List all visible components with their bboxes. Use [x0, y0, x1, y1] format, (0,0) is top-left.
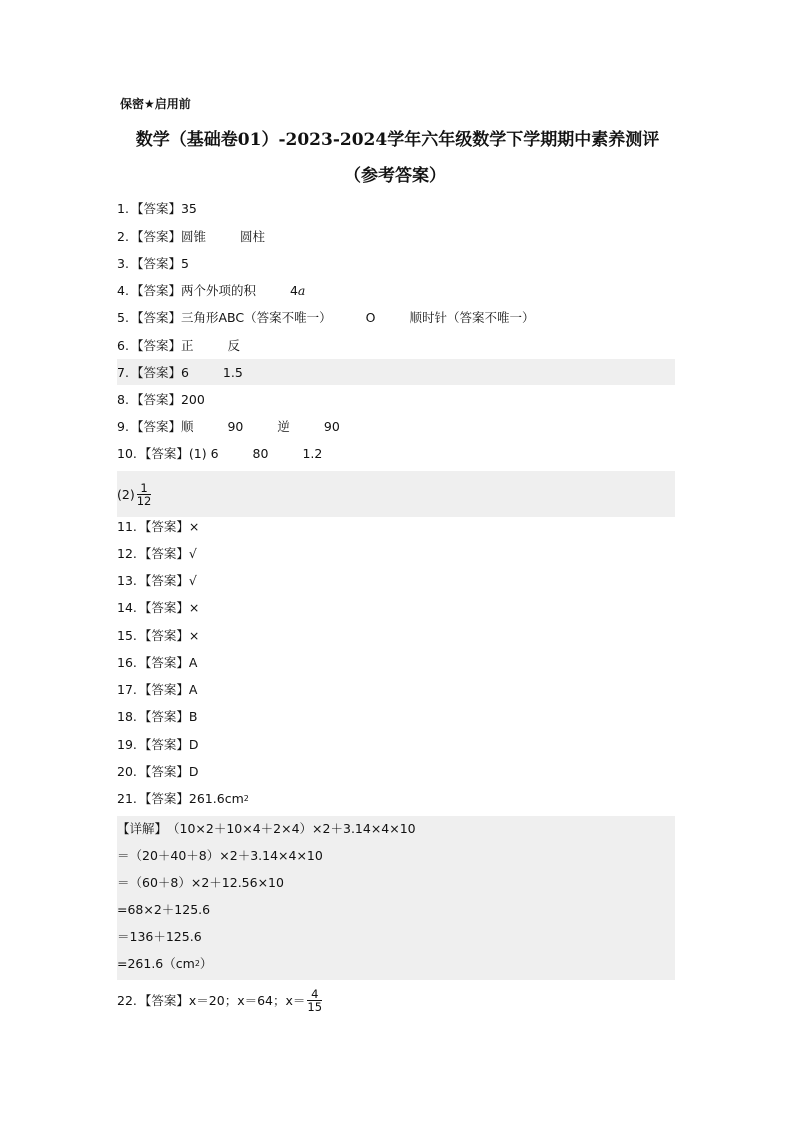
answer-row-22: [117, 983, 675, 1017]
answer-value: ×: [188, 627, 200, 643]
answer-tag: 【答案】: [138, 446, 189, 461]
page-title: 数学（基础卷01）-2023-2024学年六年级数学下学期期中素养测评: [135, 130, 660, 150]
answer-row-4: [117, 277, 675, 303]
question-number: 14.: [117, 599, 137, 615]
answer-value: 261.6cm: [188, 790, 244, 806]
answer-row-13: [117, 567, 675, 593]
question-number: 17.: [117, 681, 137, 697]
question-number: 18.: [117, 708, 137, 724]
answer-tag: 【答案】: [138, 682, 189, 697]
fraction: [137, 482, 152, 507]
answer-part-label: (2): [117, 486, 135, 502]
answer-value: 逆: [277, 419, 290, 434]
question-number: 1.: [117, 200, 129, 216]
detail-text: =261.6（cm: [117, 956, 195, 971]
question-number: 7.: [117, 364, 129, 380]
answer-value: (1) 6: [188, 445, 219, 461]
answer-tag: 【答案】: [138, 600, 189, 615]
question-number: 22.: [117, 992, 137, 1008]
answer-tag: 【答案】: [130, 338, 181, 353]
question-number: 2.: [117, 228, 129, 244]
question-number: 13.: [117, 572, 137, 588]
detail-line-6: [117, 950, 675, 976]
detail-line-1: [117, 815, 675, 841]
answer-value: A: [188, 681, 198, 697]
answer-row-3: [117, 250, 675, 276]
detail-tag: 【详解】: [117, 821, 168, 836]
answer-tag: 【答案】: [138, 709, 189, 724]
answer-row-10: [117, 440, 675, 466]
answer-value: 顺时针（答案不唯一）: [409, 310, 535, 325]
answer-tag: 【答案】: [138, 573, 189, 588]
detail-text: ＝（60＋8）×2＋12.56×10: [117, 875, 284, 890]
answer-tag: 【答案】: [130, 201, 181, 216]
answer-tag: 【答案】: [138, 655, 189, 670]
answer-value: 反: [227, 338, 240, 353]
answer-value: 80: [252, 445, 269, 461]
fraction-denominator: 15: [307, 999, 323, 1014]
detail-line-5: [117, 923, 675, 949]
detail-text: （10×2＋10×4＋2×4）×2＋3.14×4×10: [167, 821, 416, 836]
answer-value: D: [188, 763, 199, 779]
answer-row-16: [117, 649, 675, 675]
answer-tag: 【答案】: [130, 392, 181, 407]
detail-text: =68×2＋125.6: [117, 902, 211, 917]
answer-row-12: [117, 540, 675, 566]
answer-value: 1.5: [222, 364, 243, 380]
question-number: 6.: [117, 337, 129, 353]
fraction: [307, 988, 322, 1013]
answer-row-9: [117, 413, 675, 439]
answer-tag: 【答案】: [130, 256, 181, 271]
question-number: 16.: [117, 654, 137, 670]
detail-line-3: [117, 869, 675, 895]
answer-value: x＝20；x＝64；x＝: [188, 993, 306, 1008]
answer-value: √: [188, 545, 197, 561]
question-number: 9.: [117, 418, 129, 434]
answer-variable: a: [297, 282, 306, 298]
answer-value: 90: [323, 418, 340, 434]
answer-value: 顺: [180, 419, 194, 434]
confidential-label: 保密★启用前: [120, 97, 191, 111]
answer-value: D: [188, 736, 199, 752]
question-number: 19.: [117, 736, 137, 752]
answer-row-7: [117, 359, 675, 385]
answer-tag: 【答案】: [138, 993, 189, 1008]
answer-tag: 【答案】: [130, 283, 181, 298]
answer-row-2: [117, 223, 675, 249]
answer-tag: 【答案】: [138, 737, 189, 752]
detail-text: ）: [199, 956, 213, 971]
answer-value: 35: [180, 200, 197, 216]
answer-row-5: [117, 304, 675, 330]
answer-value: 90: [227, 418, 244, 434]
answer-row-6: [117, 332, 675, 358]
answer-tag: 【答案】: [130, 365, 181, 380]
answer-row-20: [117, 758, 675, 784]
question-number: 5.: [117, 309, 129, 325]
answer-value: A: [188, 654, 198, 670]
answer-value: 圆锥: [180, 229, 206, 244]
question-number: 11.: [117, 518, 137, 534]
detail-text: ＝（20＋40＋8）×2＋3.14×4×10: [117, 848, 323, 863]
answer-row-11: [117, 513, 675, 539]
answer-value: ×: [188, 518, 200, 534]
answer-tag: 【答案】: [138, 628, 189, 643]
question-number: 12.: [117, 545, 137, 561]
detail-line-4: [117, 896, 675, 922]
answer-tag: 【答案】: [138, 764, 189, 779]
answer-value: ×: [188, 599, 200, 615]
answer-value: √: [188, 572, 197, 588]
answer-value: 6: [180, 364, 189, 380]
answer-value: B: [188, 708, 198, 724]
unit-exponent: 2: [243, 793, 249, 803]
answer-row-17: [117, 676, 675, 702]
answer-tag: 【答案】: [130, 229, 181, 244]
question-number: 8.: [117, 391, 129, 407]
answer-value: 正: [180, 338, 194, 353]
answer-row-19: [117, 731, 675, 757]
answer-tag: 【答案】: [130, 310, 181, 325]
answer-value: 200: [180, 391, 205, 407]
answer-value: 两个外项的积: [180, 283, 256, 298]
answer-tag: 【答案】: [130, 419, 181, 434]
answer-tag: 【答案】: [138, 519, 189, 534]
question-number: 3.: [117, 255, 129, 271]
page-subtitle: （参考答案）: [344, 166, 446, 186]
answer-value: 4: [289, 282, 298, 298]
fraction-numerator: 1: [140, 480, 148, 495]
fraction-denominator: 12: [136, 493, 152, 508]
answer-value: 圆柱: [239, 229, 265, 244]
answer-value: 三角形ABC（答案不唯一）: [180, 310, 332, 325]
answer-row-21: [117, 785, 675, 811]
answer-value: 5: [180, 255, 189, 271]
answer-value: O: [365, 309, 376, 325]
question-number: 10.: [117, 445, 137, 461]
detail-line-2: [117, 842, 675, 868]
answer-row-18: [117, 703, 675, 729]
unit-exponent: 2: [194, 958, 200, 968]
answer-row-1: [117, 195, 675, 221]
answer-row-10-part2: [117, 471, 675, 517]
question-number: 15.: [117, 627, 137, 643]
answer-row-15: [117, 622, 675, 648]
answer-tag: 【答案】: [138, 546, 189, 561]
question-number: 21.: [117, 790, 137, 806]
answer-row-8: [117, 386, 675, 412]
question-number: 20.: [117, 763, 137, 779]
fraction-numerator: 4: [311, 986, 319, 1001]
answer-tag: 【答案】: [138, 791, 189, 806]
question-number: 4.: [117, 282, 129, 298]
answer-row-14: [117, 594, 675, 620]
answer-value: 1.2: [302, 445, 323, 461]
detail-text: ＝136＋125.6: [117, 929, 202, 944]
